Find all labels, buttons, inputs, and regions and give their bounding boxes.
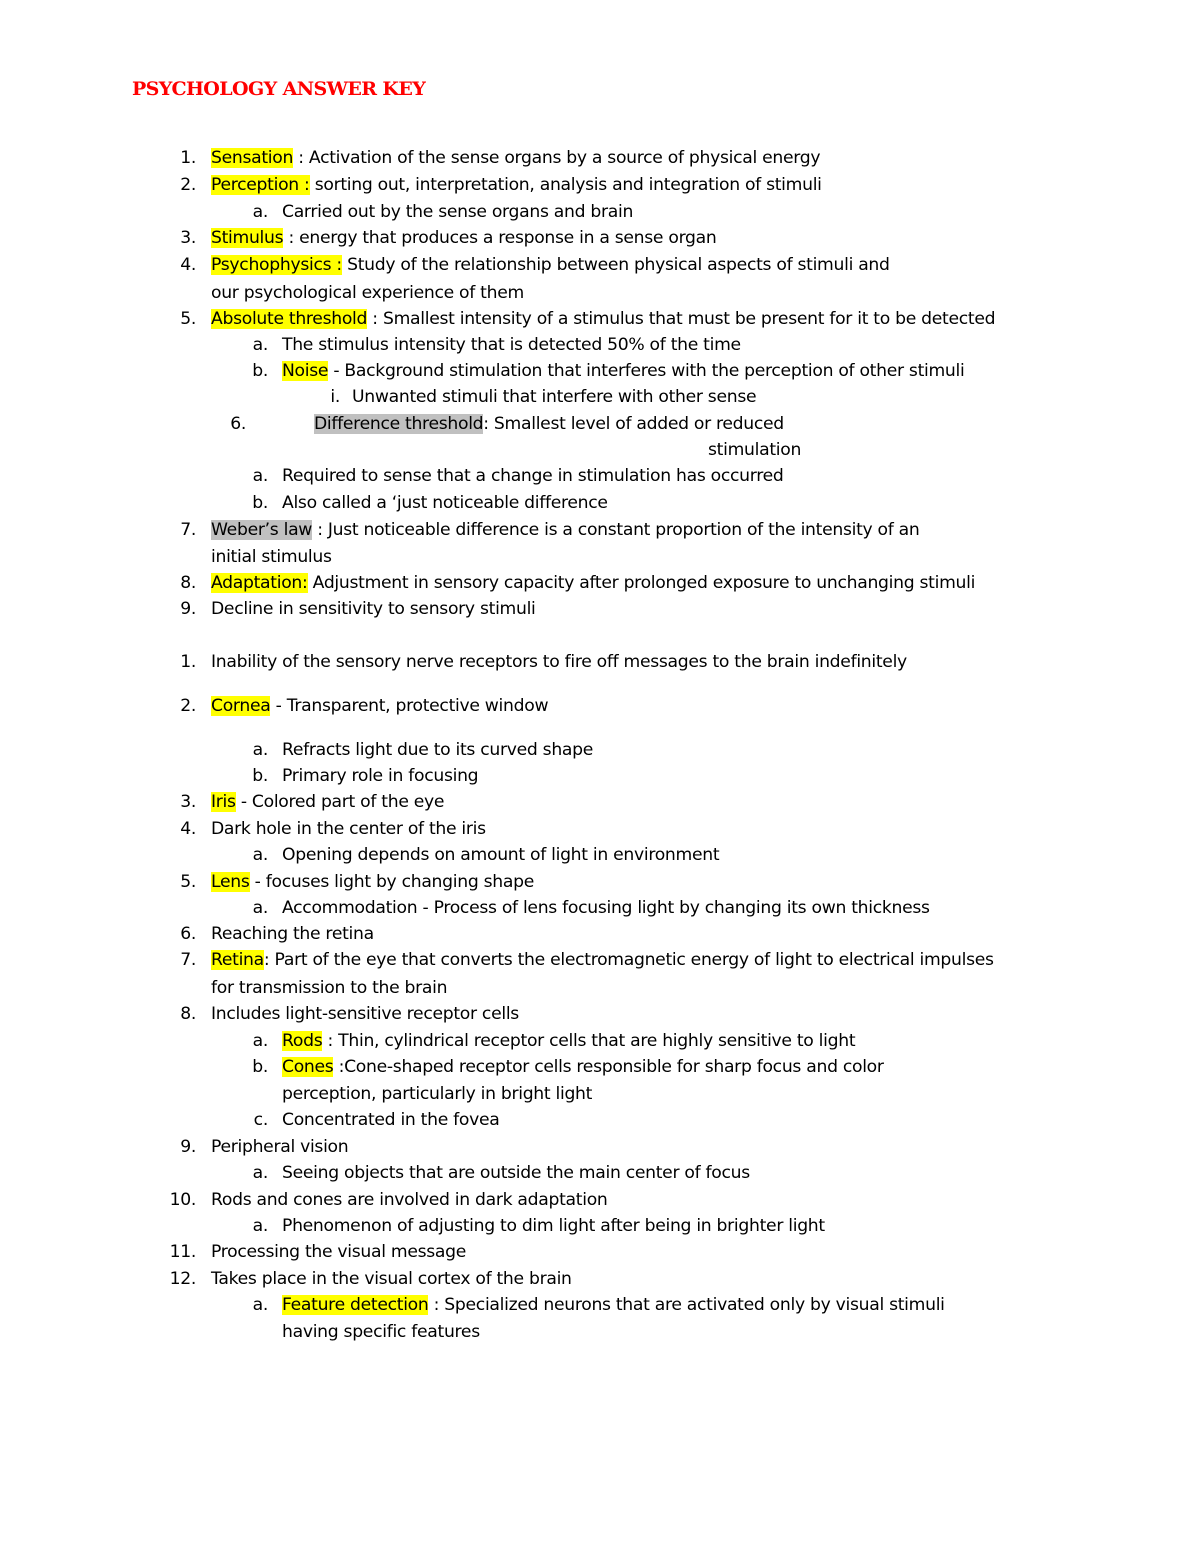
- list-item-text: [282, 765, 478, 787]
- definition-text: Primary role in focusing: [282, 766, 479, 786]
- definition-text: Dark hole in the center of the iris: [211, 819, 486, 839]
- list-item-text: [282, 1294, 945, 1316]
- list-item-text: [282, 1215, 825, 1237]
- list-marker: 1.: [180, 148, 196, 168]
- list-marker: 8.: [180, 573, 196, 593]
- list-item-text: [211, 818, 486, 840]
- list-marker: 1.: [180, 652, 196, 672]
- definition-text: - focuses light by changing shape: [249, 872, 534, 892]
- highlighted-term: Perception :: [211, 175, 310, 195]
- highlighted-term: Lens: [211, 872, 250, 892]
- list-marker: 5.: [180, 872, 196, 892]
- list-item-text: [211, 791, 444, 813]
- list-item-text: [282, 334, 741, 356]
- list-item-text: [211, 1003, 519, 1025]
- list-marker: b.: [252, 361, 268, 381]
- list-item-text: [282, 201, 633, 223]
- definition-text: : energy that produces a response in a sense organ: [283, 228, 717, 248]
- definition-text: for transmission to the brain: [211, 978, 448, 998]
- list-item-text: [282, 1083, 592, 1105]
- list-marker: a.: [252, 845, 268, 865]
- list-marker: a.: [252, 1295, 268, 1315]
- list-item-text: [211, 695, 548, 717]
- list-marker: 2.: [180, 696, 196, 716]
- list-marker: 9.: [180, 599, 196, 619]
- definition-text: : Specialized neurons that are activated only by visual stimuli: [428, 1295, 945, 1315]
- list-marker: 5.: [180, 309, 196, 329]
- list-marker: 4.: [180, 819, 196, 839]
- definition-text: : Part of the eye that converts the electromagnetic energy of light to electrical impulses: [263, 950, 994, 970]
- list-marker: b.: [252, 1057, 268, 1077]
- definition-text: perception, particularly in bright light: [282, 1084, 593, 1104]
- list-item-text: [211, 147, 820, 169]
- definition-text: sorting out, interpretation, analysis and integration of stimuli: [309, 175, 822, 195]
- list-marker: a.: [252, 898, 268, 918]
- list-item-text: [211, 871, 534, 893]
- definition-text: Refracts light due to its curved shape: [282, 740, 594, 760]
- list-item-text: [282, 1162, 750, 1184]
- list-marker: a.: [252, 1163, 268, 1183]
- list-item-text: [282, 360, 964, 382]
- definition-text: Decline in sensitivity to sensory stimuli: [211, 599, 536, 619]
- highlighted-term: Rods: [282, 1031, 323, 1051]
- highlighted-term: Stimulus: [211, 228, 284, 248]
- definition-text: Concentrated in the fovea: [282, 1110, 500, 1130]
- list-item-text: [352, 386, 756, 408]
- list-marker: 6.: [230, 414, 246, 434]
- list-marker: a.: [252, 466, 268, 486]
- definition-text: Also called a ‘just noticeable difference: [282, 493, 608, 513]
- list-item-text: [282, 1030, 855, 1052]
- definition-text: Required to sense that a change in stimulation has occurred: [282, 466, 784, 486]
- definition-text: : Smallest level of added or reduced: [483, 414, 784, 434]
- list-item-text: [282, 465, 784, 487]
- definition-text: Includes light-sensitive receptor cells: [211, 1004, 519, 1024]
- list-marker: a.: [252, 740, 268, 760]
- list-item-text: [211, 923, 374, 945]
- list-item-text: [211, 174, 822, 196]
- definition-text: - Background stimulation that interferes with the perception of other stimuli: [328, 361, 965, 381]
- highlighted-term: Cones: [282, 1057, 334, 1077]
- list-marker: a.: [252, 335, 268, 355]
- highlighted-term: Feature detection: [282, 1295, 429, 1315]
- highlighted-term: Noise: [282, 361, 329, 381]
- list-item-text: [211, 254, 890, 276]
- definition-text: - Colored part of the eye: [235, 792, 445, 812]
- list-marker: 3.: [180, 792, 196, 812]
- definition-text: Unwanted stimuli that interfere with other sense: [352, 387, 757, 407]
- list-item-text: [708, 439, 801, 461]
- list-item-text: [211, 1136, 348, 1158]
- list-marker: a.: [252, 1216, 268, 1236]
- list-marker: 11.: [169, 1242, 196, 1262]
- list-marker: 4.: [180, 255, 196, 275]
- list-marker: 8.: [180, 1004, 196, 1024]
- list-marker: i.: [330, 387, 340, 407]
- definition-text: Rods and cones are involved in dark adaptation: [211, 1190, 608, 1210]
- list-item-text: [282, 1056, 884, 1078]
- list-marker: 3.: [180, 228, 196, 248]
- definition-text: Inability of the sensory nerve receptors to fire off messages to the brain indefinitely: [211, 652, 907, 672]
- highlighted-term: Retina: [211, 950, 264, 970]
- list-marker: c.: [253, 1110, 268, 1130]
- definition-text: Seeing objects that are outside the main center of focus: [282, 1163, 750, 1183]
- definition-text: : Just noticeable difference is a constant proportion of the intensity of an: [312, 520, 920, 540]
- highlighted-term: Adaptation:: [211, 573, 308, 593]
- definition-text: : Activation of the sense organs by a source of physical energy: [293, 148, 821, 168]
- list-marker: a.: [252, 1031, 268, 1051]
- definition-text: our psychological experience of them: [211, 283, 524, 303]
- list-item-text: [282, 844, 719, 866]
- list-item-text: [211, 977, 447, 999]
- definition-text: having specific features: [282, 1322, 480, 1342]
- list-item-text: [282, 1109, 500, 1131]
- definition-text: : Smallest intensity of a stimulus that must be present for it to be detected: [367, 309, 996, 329]
- list-marker: b.: [252, 766, 268, 786]
- highlighted-term: Weber’s law: [211, 520, 313, 540]
- definition-text: Carried out by the sense organs and brain: [282, 202, 634, 222]
- list-item-text: [211, 308, 995, 330]
- list-item-text: [211, 519, 920, 541]
- list-marker: 7.: [180, 950, 196, 970]
- definition-text: stimulation: [708, 440, 802, 460]
- list-item-text: [211, 651, 907, 673]
- list-item-text: [211, 1241, 466, 1263]
- highlighted-term: Sensation: [211, 148, 294, 168]
- list-marker: 2.: [180, 175, 196, 195]
- definition-text: Adjustment in sensory capacity after prolonged exposure to unchanging stimuli: [307, 573, 976, 593]
- definition-text: Phenomenon of adjusting to dim light after being in brighter light: [282, 1216, 825, 1236]
- list-marker: b.: [252, 493, 268, 513]
- highlighted-term: Difference threshold: [314, 414, 484, 434]
- highlighted-term: Cornea: [211, 696, 271, 716]
- list-marker: 12.: [169, 1269, 196, 1289]
- list-item-text: [211, 572, 975, 594]
- list-item-text: [211, 598, 536, 620]
- definition-text: Accommodation - Process of lens focusing light by changing its own thickness: [282, 898, 930, 918]
- definition-text: Peripheral vision: [211, 1137, 349, 1157]
- definition-text: Processing the visual message: [211, 1242, 467, 1262]
- highlighted-term: Psychophysics :: [211, 255, 342, 275]
- list-item-text: [282, 739, 593, 761]
- list-item-text: [211, 1189, 608, 1211]
- highlighted-term: Iris: [211, 792, 236, 812]
- definition-text: Reaching the retina: [211, 924, 374, 944]
- definition-text: The stimulus intensity that is detected 50% of the time: [282, 335, 741, 355]
- list-item-text: [211, 227, 716, 249]
- list-marker: a.: [252, 202, 268, 222]
- list-item-text: [211, 282, 524, 304]
- definition-text: initial stimulus: [211, 547, 332, 567]
- list-item-text: [211, 949, 994, 971]
- list-item-text: [211, 546, 332, 568]
- list-item-text: [314, 413, 784, 435]
- list-marker: 10.: [169, 1190, 196, 1210]
- highlighted-term: Absolute threshold: [211, 309, 368, 329]
- list-marker: 9.: [180, 1137, 196, 1157]
- definition-text: Opening depends on amount of light in environment: [282, 845, 720, 865]
- list-marker: 6.: [180, 924, 196, 944]
- document-title: PSYCHOLOGY ANSWER KEY: [132, 78, 426, 100]
- definition-text: :Cone-shaped receptor cells responsible for sharp focus and color: [333, 1057, 884, 1077]
- list-item-text: [282, 897, 930, 919]
- list-item-text: [282, 1321, 480, 1343]
- definition-text: Study of the relationship between physical aspects of stimuli and: [341, 255, 890, 275]
- list-item-text: [211, 1268, 572, 1290]
- definition-text: Takes place in the visual cortex of the brain: [211, 1269, 572, 1289]
- list-marker: 7.: [180, 520, 196, 540]
- list-item-text: [282, 492, 608, 514]
- definition-text: : Thin, cylindrical receptor cells that are highly sensitive to light: [322, 1031, 856, 1051]
- definition-text: - Transparent, protective window: [270, 696, 549, 716]
